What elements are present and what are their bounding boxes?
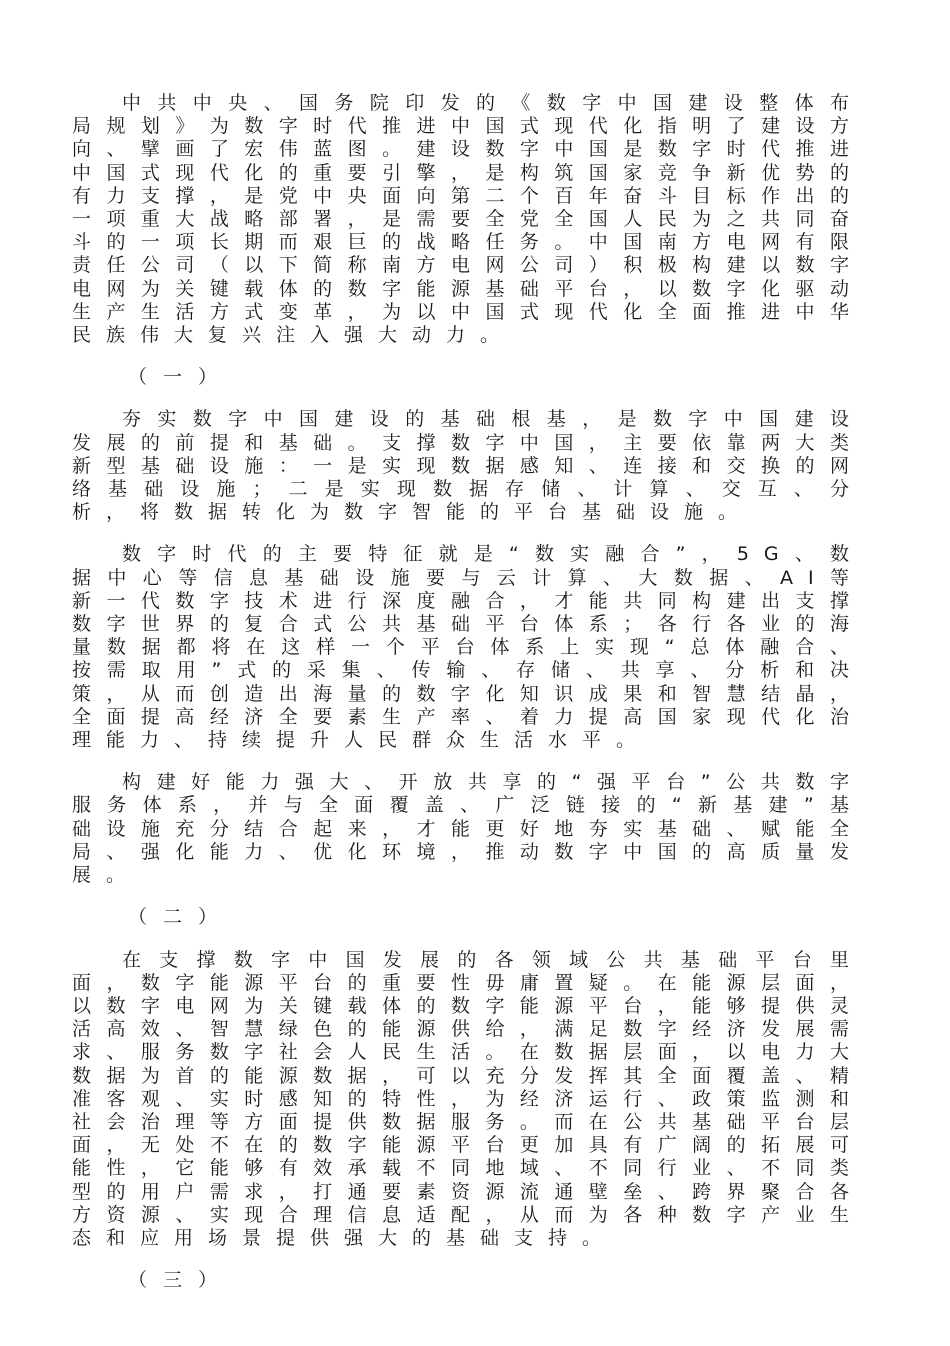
paragraph-foundation: 夯实数字中国建设的基础根基，是数字中国建设发展的前提和基础。支撑数字中国，主要依靠两大类新型基础设施：一是实现数据感知、连接和交换的网络基础设施；二是实现数据存储、计算、交互、分析，将数据转化为数字智能的平台基础设施。 [72, 408, 864, 524]
paragraph-intro: 中共中央、国务院印发的《数字中国建设整体布局规划》为数字时代推进中国式现代化指明了建设方向、擘画了宏伟蓝图。建设数字中国是数字时代推进中国式现代化的重要引擎，是构筑国家竞争新优势的有力支撑，是党中央面向第二个百年奋斗目标作出的一项重大战略部署，是需要全党全国人民为之共同奋斗的一项长期而艰巨的战略任务。中国南方电网有限责任公司（以下简称南方电网公司）积极构建以数字电网为关键载体的数字能源基础平台，以数字化驱动生产生活方式变革，为以中国式现代化全面推进中华民族伟大复兴注入强大动力。 [72, 92, 864, 347]
section-heading-3: （三） [128, 1269, 234, 1292]
paragraph-energy-platform: 在支撑数字中国发展的各领域公共基础平台里面，数字能源平台的重要性毋庸置疑。在能源层面，以数字电网为关键载体的数字能源平台，能够提供灵活高效、智慧绿色的能源供给，满足数字经济发展需求、服务数字社会人民生活。在数据层面，以电力大数据为首的能源数据，可以充分发挥其全面覆盖、精准客观、实时感知的特性，为经济运行、政策监测和社会治理等方面提供数据服务。而在公共基础平台层面，无处不在的数字能源平台更加具有广阔的拓展可能性，它能够有效承载不同地域、不同行业、不同类型的用户需求，打通要素资源流通壁垒、跨界聚合各方资源、实现合理信息适配，从而为各种数字产业生态和应用场景提供强大的基础支持。 [72, 948, 864, 1249]
section-heading-1: （一） [128, 366, 234, 389]
section-heading-2: （二） [128, 906, 234, 929]
paragraph-platform: 构建好能力强大、开放共享的“强平台”公共数字服务体系，并与全面覆盖、广泛链接的“新基建”基础设施充分结合起来，才能更好地夯实基础、赋能全局、强化能力、优化环境，推动数字中国的高质量发展。 [72, 771, 864, 887]
paragraph-digital-era: 数字时代的主要特征就是“数实融合”，5G、数据中心等信息基础设施要与云计算、大数据、AI等新一代数字技术进行深度融合，才能共同构建出支撑数字世界的复合式公共基础平台体系；各行各业的海量数据都将在这样一个平台体系上实现“总体融合、按需取用”式的采集、传输、存储、共享、分析和决策，从而创造出海量的数字化知识成果和智慧结晶，全面提高经济全要素生产率、着力提高国家现代化治理能力、持续提升人民群众生活水平。 [72, 543, 864, 752]
